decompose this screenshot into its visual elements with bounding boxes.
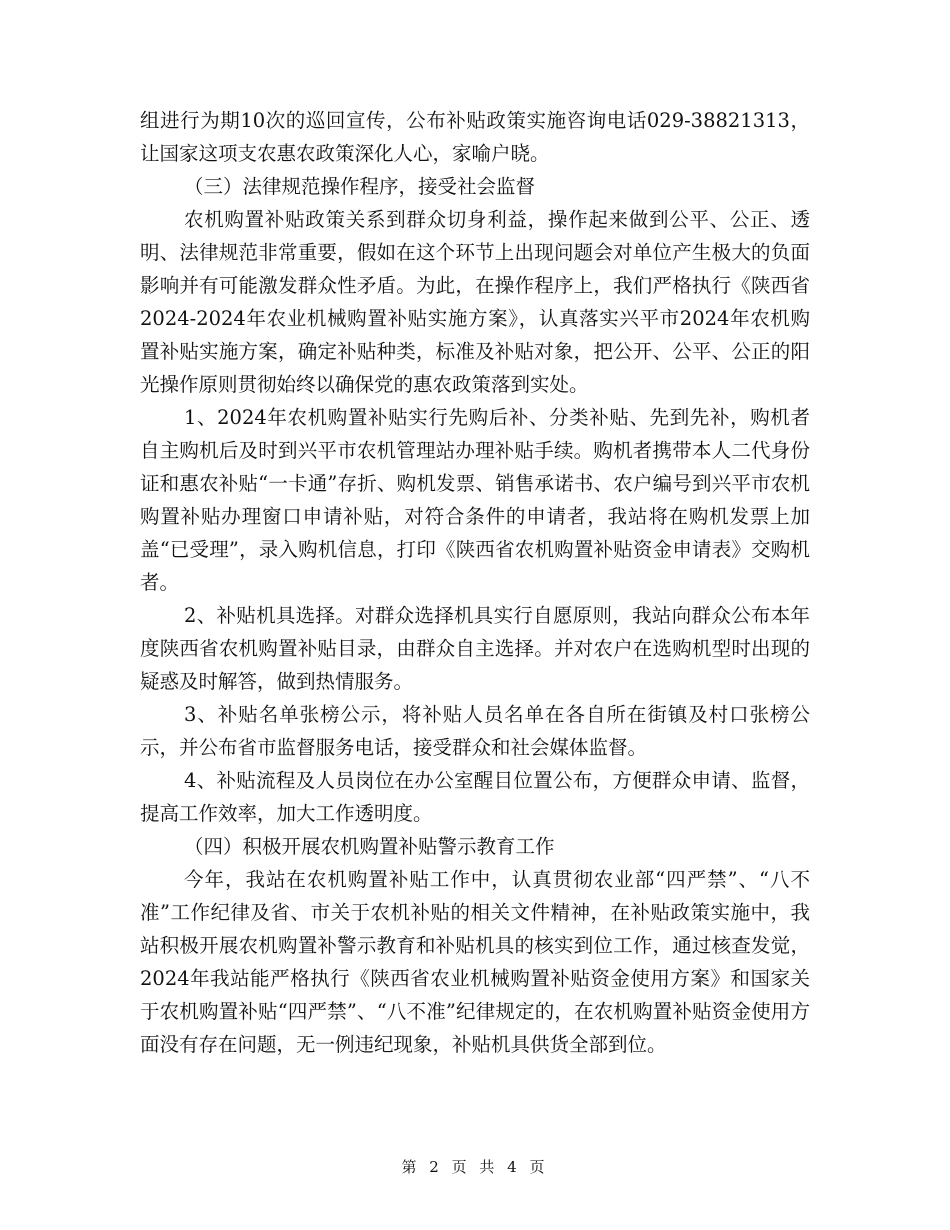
list-item-2: 2、补贴机具选择。对群众选择机具实行自愿原则，我站向群众公布本年度陕西省农机购置补贴目录，由群众自主选择。并对农户在选购机型时出现的疑惑及时解答，做到热情服务。 [140,604,810,693]
paragraph-warning-education: 今年，我站在农机购置补贴工作中，认真贯彻农业部“四严禁”、“八不准”工作纪律及省、市关于农机补贴的相关文件精神，在补贴政策实施中，我站积极开展农机购置补警示教育和补贴机具的核实到位工作，通过核查发觉，2024年我站能严格执行《陕西省农业机械购置补贴资金使用方案》和国家关于农机购置补贴“四严禁”、“八不准”纪律规定的，在农机购置补贴资金使用方面没有存在问题，无一例违纪现象，补贴机具供货全部到位。 [140,868,810,1056]
paragraph-continued: 组进行为期10次的巡回宣传，公布补贴政策实施咨询电话029-38821313，让国家这项支农惠农政策深化人心，家喻户晓。 [140,109,810,165]
list-item-4: 4、补贴流程及人员岗位在办公室醒目位置公布，方便群众申请、监督，提高工作效率，加大工作透明度。 [140,769,810,825]
paragraph-policy: 农机购置补贴政策关系到群众切身利益，操作起来做到公平、公正、透明、法律规范非常重要，假如在这个环节上出现问题会对单位产生极大的负面影响并有可能激发群众性矛盾。为此，在操作程序上，我们严格执行《陕西省2024-2024年农业机械购置补贴实施方案》，认真落实兴平市2024年农机购置补贴实施方案，确定补贴种类，标准及补贴对象，把公开、公平、公正的阳光操作原则贯彻始终以确保党的惠农政策落到实处。 [140,208,810,396]
section-heading-3: （三）法律规范操作程序，接受社会监督 [184,175,536,198]
list-item-3: 3、补贴名单张榜公示，将补贴人员名单在各自所在街镇及村口张榜公示，并公布省市监督服务电话，接受群众和社会媒体监督。 [140,703,810,759]
list-item-1: 1、2024年农机购置补贴实行先购后补、分类补贴、先到先补，购机者自主购机后及时到兴平市农机管理站办理补贴手续。购机者携带本人二代身份证和惠农补贴“一卡通”存折、购机发票、销售承诺书、农户编号到兴平市农机购置补贴办理窗口申请补贴，对符合条件的申请者，我站将在购机发票上加盖“已受理”，录入购机信息，打印《陕西省农机购置补贴资金申请表》交购机者。 [140,406,810,594]
document-body [140,104,810,1061]
section-heading-4: （四）积极开展农机购置补贴警示教育工作 [184,835,555,858]
page-footer: 第 2 页 共 4 页 [401,1158,549,1176]
